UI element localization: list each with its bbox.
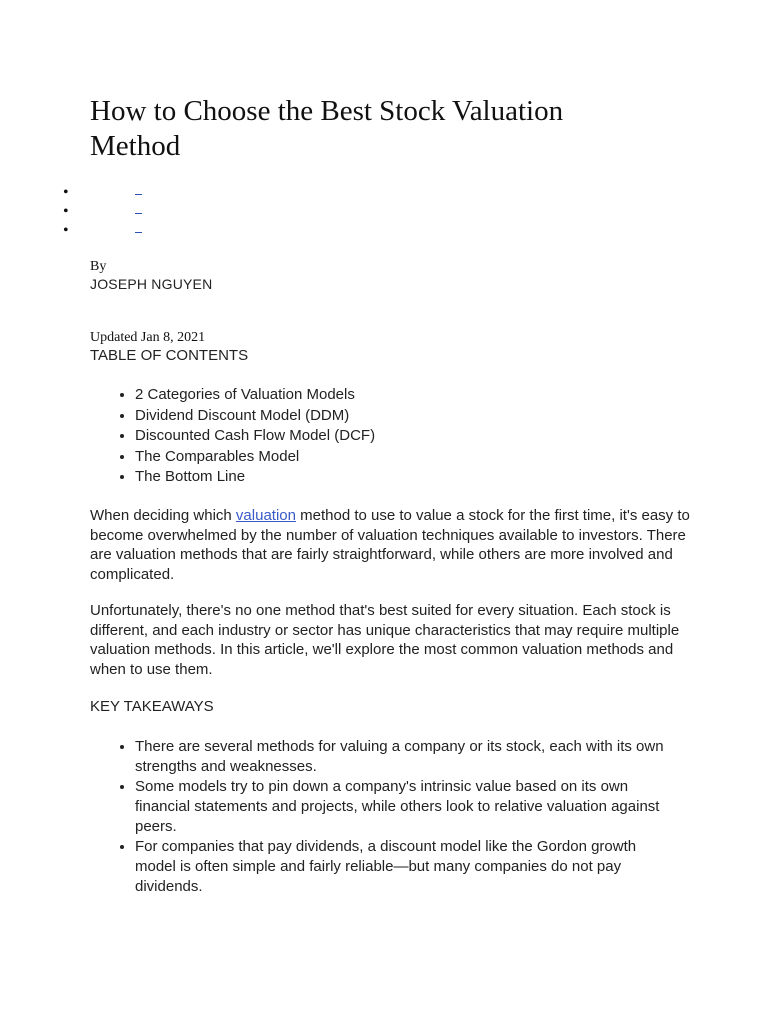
toc-item-label[interactable]: Discounted Cash Flow Model (DCF) xyxy=(135,427,376,444)
toc-item[interactable] xyxy=(135,467,375,488)
intro-paragraph xyxy=(90,506,690,584)
toc-item-label[interactable]: 2 Categories of Valuation Models xyxy=(135,386,355,403)
toc-item-label[interactable]: The Bottom Line xyxy=(135,468,246,485)
takeaway-item xyxy=(135,837,680,897)
toc-item-label[interactable]: Dividend Discount Model (DDM) xyxy=(135,406,350,424)
key-takeaways-list xyxy=(90,737,680,897)
takeaway-text: For companies that pay dividends, a discount model like the Gordon growth model is often simple and fairly reliable—but many companies do not pay dividends. xyxy=(135,838,637,895)
updated-date: Updated Jan 8, 2021 xyxy=(90,330,206,345)
byline-prefix: By xyxy=(90,259,107,274)
toc-list xyxy=(90,385,375,488)
key-takeaways-heading: KEY TAKEAWAYS xyxy=(90,698,214,715)
intro-text-before: When deciding which xyxy=(90,507,236,524)
second-paragraph: Unfortunately, there's no one method that's best suited for every situation. Each stock is different, and each industry or sector has unique characteristics that may require multiple valuation methods. In this article, we'll explore the most common valuation methods and when to use them. xyxy=(90,602,680,678)
share-link[interactable] xyxy=(135,194,142,195)
share-item xyxy=(63,203,170,222)
share-link[interactable] xyxy=(135,232,142,233)
share-item xyxy=(63,222,170,241)
share-item xyxy=(63,184,170,203)
takeaway-item xyxy=(135,777,680,837)
author-name[interactable]: JOSEPH NGUYEN xyxy=(90,276,213,292)
toc-item[interactable] xyxy=(135,385,375,406)
takeaway-text: Some models try to pin down a company's intrinsic value based on its own financial statements and projects, while others look to relative valuation against peers. xyxy=(135,778,660,835)
toc-item[interactable] xyxy=(135,447,375,468)
toc-item[interactable] xyxy=(135,426,375,447)
valuation-link[interactable]: valuation xyxy=(235,507,296,524)
bullet-icon: • xyxy=(63,222,69,239)
share-links-list xyxy=(63,184,170,241)
intro-text-after: method to use to value a stock for the first time, it's easy to become overwhelmed by the number of valuation techniques available to investors. There are valuation methods that are fairly straightforward, while others are more involved and complicated. xyxy=(90,507,690,583)
toc-item[interactable] xyxy=(135,406,375,427)
takeaway-item xyxy=(135,737,680,777)
share-link[interactable] xyxy=(135,213,142,214)
bullet-icon: • xyxy=(63,184,69,201)
toc-heading: TABLE OF CONTENTS xyxy=(90,347,249,364)
toc-item-label[interactable]: The Comparables Model xyxy=(135,447,300,465)
takeaway-text: There are several methods for valuing a company or its stock, each with its own strengths and weaknesses. xyxy=(135,738,664,775)
article-title: How to Choose the Best Stock Valuation Method xyxy=(90,95,564,162)
bullet-icon: • xyxy=(63,203,69,220)
